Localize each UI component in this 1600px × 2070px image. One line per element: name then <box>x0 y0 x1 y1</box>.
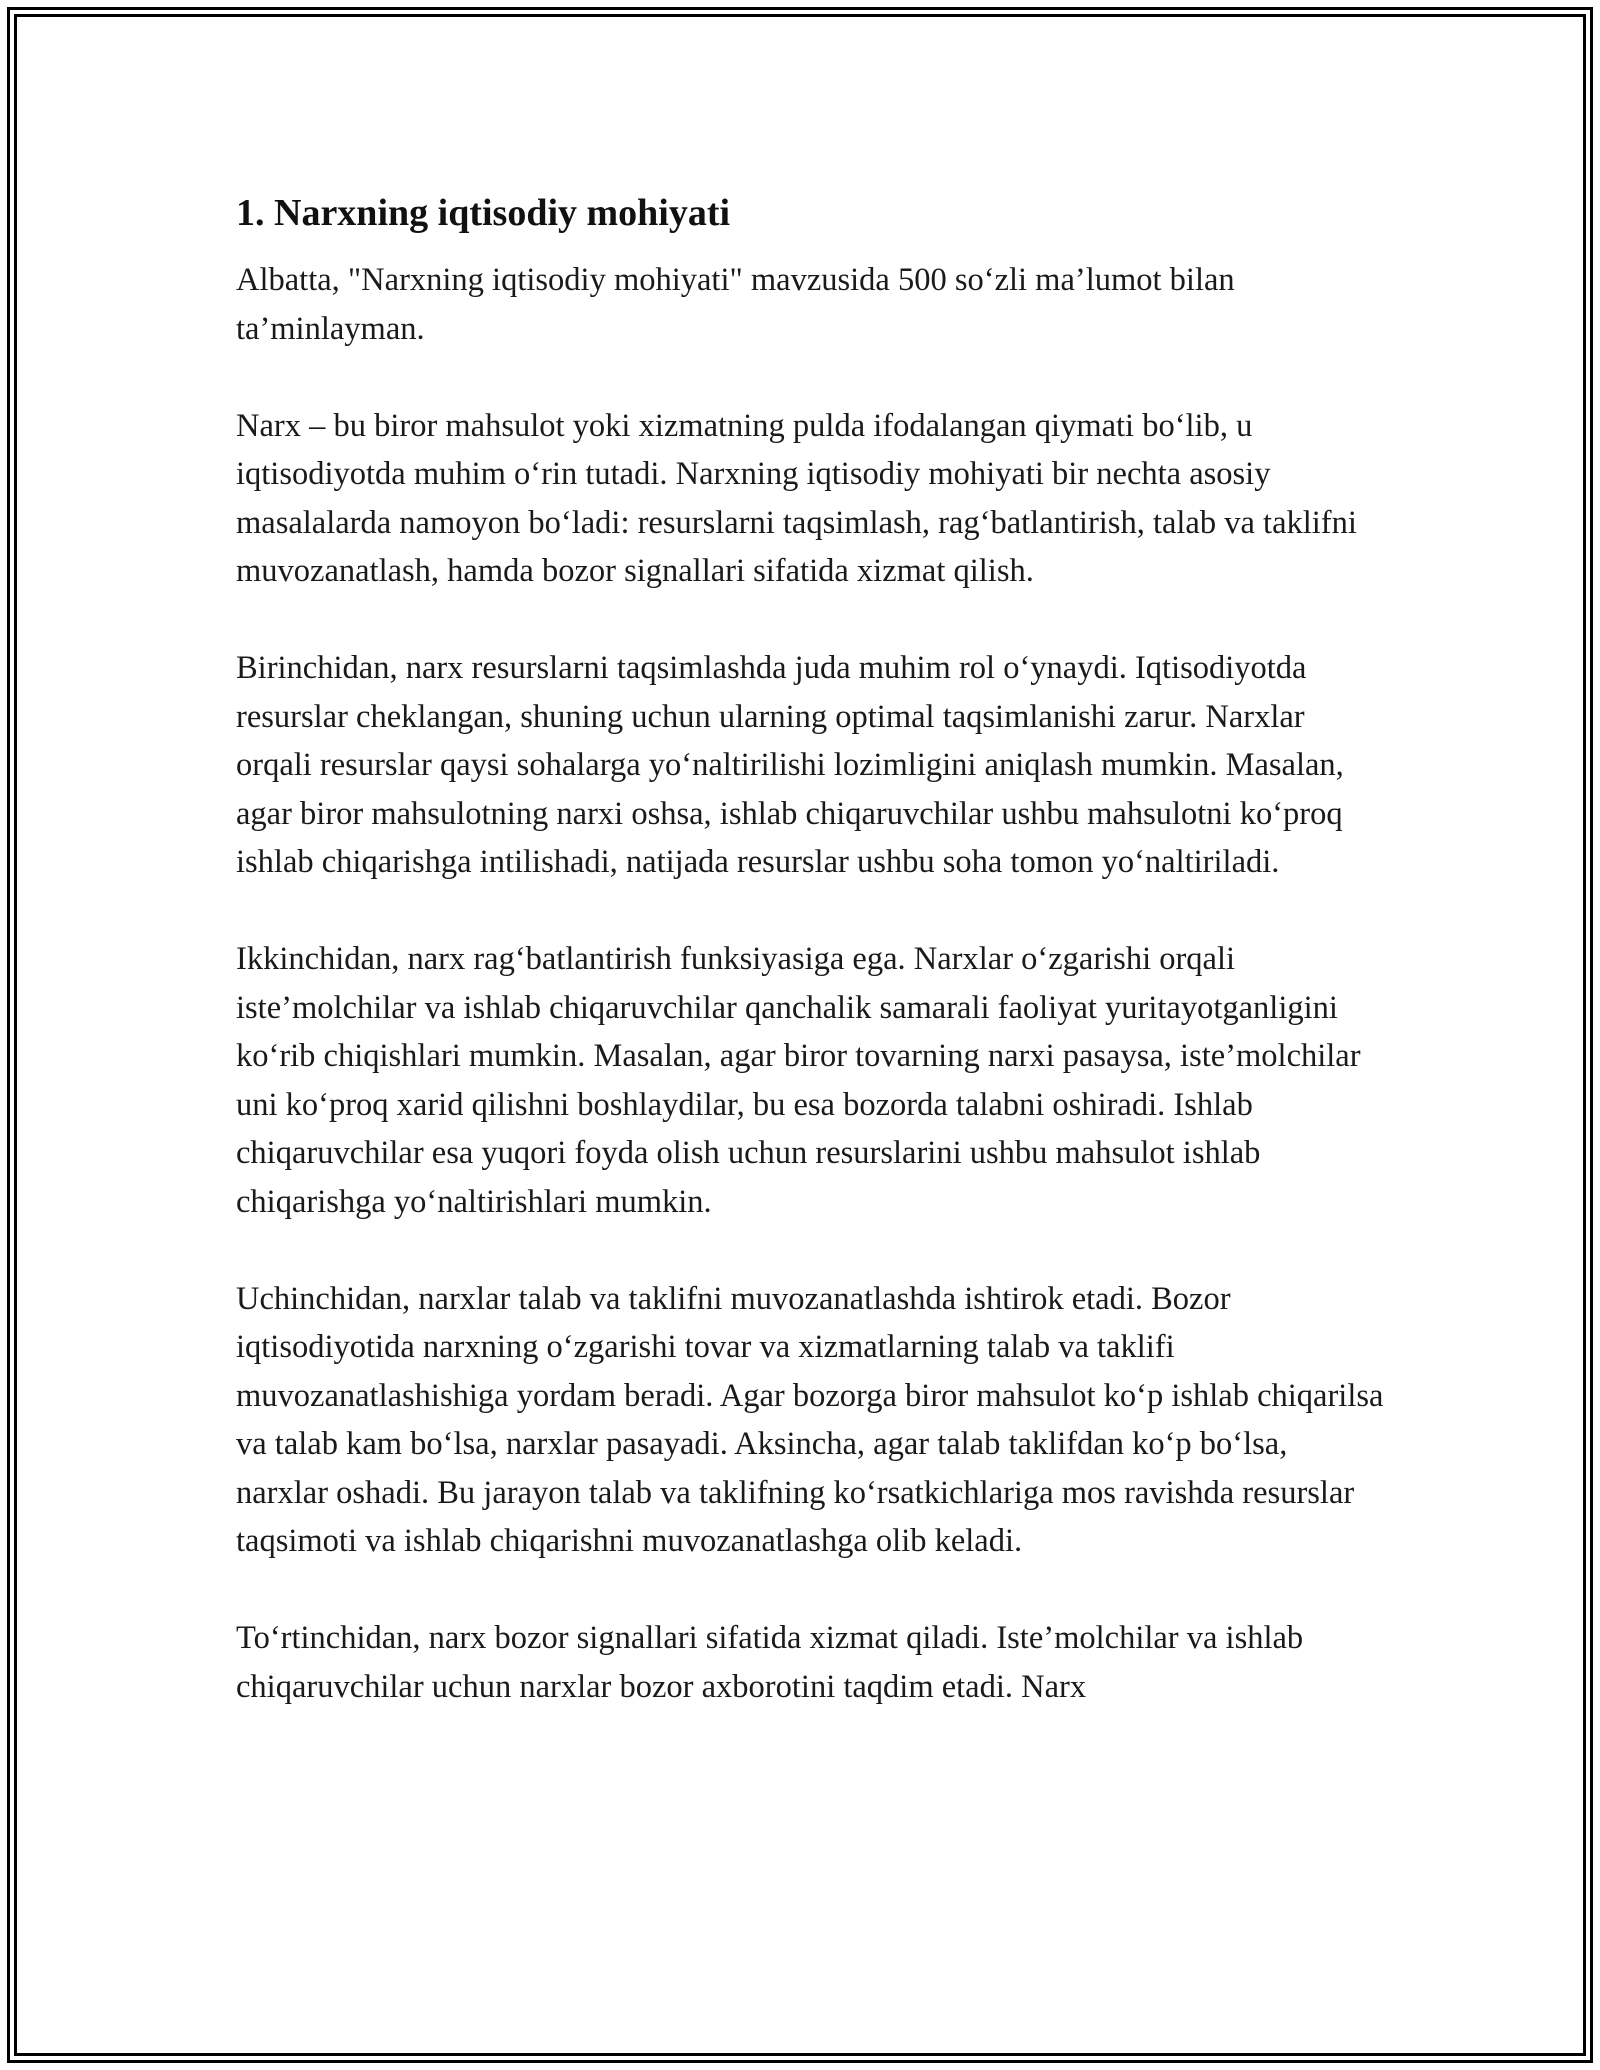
paragraph-first: Birinchidan, narx resurslarni taqsimlashda juda muhim rol o‘ynaydi. Iqtisodiyotda resurslar cheklangan, shuning uchun ularning optimal taqsimlanishi zarur. Narxlar orqali resurslar qaysi sohalarga yo‘naltirilishi lozimligini aniqlash mumkin. Masalan, agar biror mahsulotning narxi oshsa, ishlab chiqaruvchilar ushbu mahsulotni ko‘proq ishlab chiqarishga intilishadi, natijada resurslar ushbu soha tomon yo‘naltiriladi. <box>236 650 1344 880</box>
section-heading: 1. Narxning iqtisodiy mohiyati <box>236 192 731 234</box>
paragraph-fourth: To‘rtinchidan, narx bozor signallari sifatida xizmat qiladi. Iste’molchilar va ishlab chiqaruvchilar uchun narxlar bozor axborotini taqdim etadi. Narx <box>236 1620 1304 1705</box>
document-body <box>236 186 1386 1760</box>
paragraph-definition: Narx – bu biror mahsulot yoki xizmatning pulda ifodalangan qiymati bo‘lib, u iqtisodiyotda muhim o‘rin tutadi. Narxning iqtisodiy mohiyati bir nechta asosiy masalalarda namoyon bo‘ladi: resurslarni taqsimlash, rag‘batlantirish, talab va taklifni muvozanatlash, hamda bozor signallari sifatida xizmat qilish. <box>236 407 1357 589</box>
paragraph-intro: Albatta, "Narxning iqtisodiy mohiyati" mavzusida 500 so‘zli ma’lumot bilan ta’minlayman. <box>236 262 1235 347</box>
paragraph-second: Ikkinchidan, narx rag‘batlantirish funksiyasiga ega. Narxlar o‘zgarishi orqali iste’molchilar va ishlab chiqaruvchilar qanchalik samarali faoliyat yuritayotganligini ko‘rib chiqishlari mumkin. Masalan, agar biror tovarning narxi pasaysa, iste’molchilar uni ko‘proq xarid qilishni boshlaydilar, bu esa bozorda talabni oshiradi. Ishlab chiqaruvchilar esa yuqori foyda olish uchun resurslarini ushbu mahsulot ishlab chiqarishga yo‘naltirishlari mumkin. <box>236 941 1361 1220</box>
paragraph-third: Uchinchidan, narxlar talab va taklifni muvozanatlashda ishtirok etadi. Bozor iqtisodiyotida narxning o‘zgarishi tovar va xizmatlarning talab va taklifi muvozanatlashishiga yordam beradi. Agar bozorga biror mahsulot ko‘p ishlab chiqarilsa va talab kam bo‘lsa, narxlar pasayadi. Aksincha, agar talab taklifdan ko‘p bo‘lsa, narxlar oshadi. Bu jarayon talab va taklifning ko‘rsatkichlariga mos ravishda resurslar taqsimoti va ishlab chiqarishni muvozanatlashga olib keladi. <box>236 1280 1384 1559</box>
